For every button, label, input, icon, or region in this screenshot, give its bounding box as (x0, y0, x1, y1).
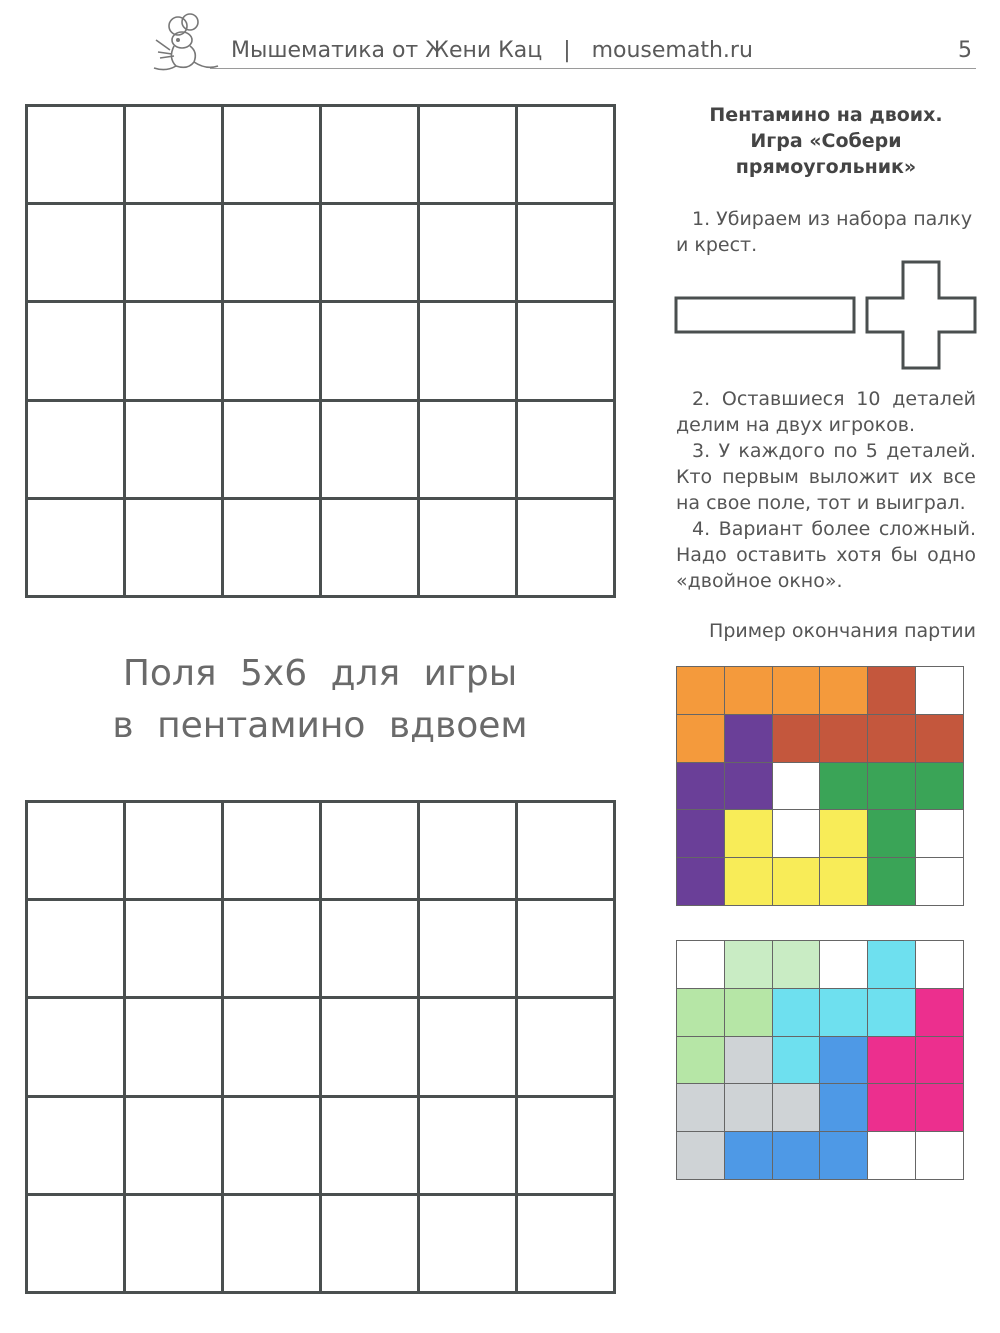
board-cell (820, 989, 868, 1037)
board-cell (725, 989, 773, 1037)
board-cell (773, 989, 821, 1037)
field-cell (420, 803, 518, 901)
board-cell (725, 1132, 773, 1180)
board-cell (916, 941, 964, 989)
game-field-bottom (25, 800, 616, 1294)
field-cell (224, 1196, 322, 1294)
field-cell (224, 500, 322, 598)
rules-step-2: 2. Оставшиеся 10 деталей делим на двух игроков. (676, 388, 976, 436)
board-cell (820, 1084, 868, 1132)
board-cell (916, 667, 964, 715)
board-cell (820, 715, 868, 763)
field-cell (518, 500, 616, 598)
field-cell (224, 901, 322, 999)
board-cell (868, 989, 916, 1037)
board-cell (773, 810, 821, 858)
board-cell (677, 1084, 725, 1132)
board-cell (820, 810, 868, 858)
board-cell (725, 667, 773, 715)
board-cell (725, 858, 773, 906)
board-cell (820, 1037, 868, 1085)
board-cell (725, 763, 773, 811)
field-cell (28, 402, 126, 500)
board-cell (820, 941, 868, 989)
mouse-logo-icon (148, 10, 220, 74)
board-cell (868, 1132, 916, 1180)
field-cell (322, 999, 420, 1097)
field-cell (518, 107, 616, 205)
board-cell (916, 763, 964, 811)
board-cell (773, 941, 821, 989)
example-label: Пример окончания партии (709, 620, 976, 642)
field-cell (28, 500, 126, 598)
field-cell (126, 107, 224, 205)
field-cell (28, 1098, 126, 1196)
rules-title-line-2: Игра «Собери (750, 130, 902, 152)
field-cell (518, 1196, 616, 1294)
example-board-player-2 (676, 940, 964, 1180)
field-cell (28, 1196, 126, 1294)
field-cell (126, 402, 224, 500)
example-board-player-1 (676, 666, 964, 906)
field-cell (420, 999, 518, 1097)
field-cell (126, 803, 224, 901)
rules-step-4: 4. Вариант более сложный. Надо оставить хотя бы одно «двойное окно». (676, 518, 976, 592)
page-number: 5 (958, 38, 972, 63)
field-cell (322, 803, 420, 901)
field-cell (126, 1098, 224, 1196)
field-cell (420, 107, 518, 205)
board-cell (773, 667, 821, 715)
field-cell (28, 107, 126, 205)
caption-line-1: Поля 5х6 для игры (122, 653, 518, 694)
field-cell (224, 999, 322, 1097)
field-cell (224, 402, 322, 500)
field-cell (322, 303, 420, 401)
board-cell (677, 667, 725, 715)
field-cell (126, 999, 224, 1097)
board-cell (916, 810, 964, 858)
field-cell (420, 901, 518, 999)
field-cell (322, 107, 420, 205)
board-cell (868, 941, 916, 989)
field-cell (420, 500, 518, 598)
game-field-top (25, 104, 616, 598)
field-cell (420, 303, 518, 401)
field-cell (322, 205, 420, 303)
rules-title-line-3: прямоугольник» (735, 156, 917, 178)
field-cell (420, 402, 518, 500)
field-cell (224, 205, 322, 303)
board-cell (820, 858, 868, 906)
header-title: Мышематика от Жени Кац | mousemath.ru (231, 38, 753, 63)
stick-piece-icon (674, 296, 856, 334)
board-cell (677, 1132, 725, 1180)
field-cell (518, 999, 616, 1097)
board-cell (725, 1037, 773, 1085)
board-cell (868, 715, 916, 763)
board-cell (677, 810, 725, 858)
board-cell (773, 763, 821, 811)
field-cell (224, 803, 322, 901)
board-cell (868, 667, 916, 715)
field-cell (322, 1098, 420, 1196)
field-cell (518, 303, 616, 401)
board-cell (677, 941, 725, 989)
field-cell (28, 803, 126, 901)
caption-line-2: в пентамино вдвоем (112, 705, 528, 746)
field-cell (322, 1196, 420, 1294)
rules-step-1-line-1: 1. Убираем из набора палку (692, 208, 973, 230)
rules-step-1-line-2: и крест. (676, 234, 758, 256)
board-cell (916, 1084, 964, 1132)
field-cell (126, 1196, 224, 1294)
field-cell (28, 999, 126, 1097)
field-cell (420, 1098, 518, 1196)
board-cell (677, 715, 725, 763)
board-cell (773, 715, 821, 763)
board-cell (916, 715, 964, 763)
board-cell (916, 1037, 964, 1085)
field-cell (518, 205, 616, 303)
field-cell (518, 901, 616, 999)
field-cell (420, 205, 518, 303)
board-cell (773, 858, 821, 906)
field-cell (224, 107, 322, 205)
field-cell (322, 500, 420, 598)
board-cell (868, 763, 916, 811)
board-cell (916, 1132, 964, 1180)
cross-piece-icon (864, 260, 978, 370)
board-cell (773, 1037, 821, 1085)
board-cell (677, 858, 725, 906)
field-cell (224, 303, 322, 401)
header-divider (210, 68, 976, 69)
field-cell (126, 500, 224, 598)
board-cell (725, 715, 773, 763)
board-cell (820, 667, 868, 715)
field-cell (28, 205, 126, 303)
field-cell (126, 901, 224, 999)
field-cell (126, 303, 224, 401)
board-cell (773, 1084, 821, 1132)
field-cell (224, 1098, 322, 1196)
field-cell (322, 901, 420, 999)
board-cell (677, 763, 725, 811)
field-cell (518, 1098, 616, 1196)
rules-step-3: 3. У каждого по 5 деталей. Кто первым выложит их все на свое поле, тот и выиграл. (676, 440, 976, 514)
board-cell (725, 941, 773, 989)
rules-title-line-1: Пентамино на двоих. (709, 104, 943, 126)
board-cell (820, 763, 868, 811)
board-cell (868, 1037, 916, 1085)
board-cell (868, 858, 916, 906)
field-cell (322, 402, 420, 500)
board-cell (916, 989, 964, 1037)
board-cell (916, 858, 964, 906)
field-cell (28, 303, 126, 401)
board-cell (820, 1132, 868, 1180)
board-cell (773, 1132, 821, 1180)
field-cell (420, 1196, 518, 1294)
field-cell (126, 205, 224, 303)
field-cell (28, 901, 126, 999)
board-cell (725, 1084, 773, 1132)
field-cell (518, 402, 616, 500)
board-cell (677, 989, 725, 1037)
board-cell (868, 1084, 916, 1132)
board-cell (868, 810, 916, 858)
board-cell (677, 1037, 725, 1085)
field-cell (518, 803, 616, 901)
board-cell (725, 810, 773, 858)
